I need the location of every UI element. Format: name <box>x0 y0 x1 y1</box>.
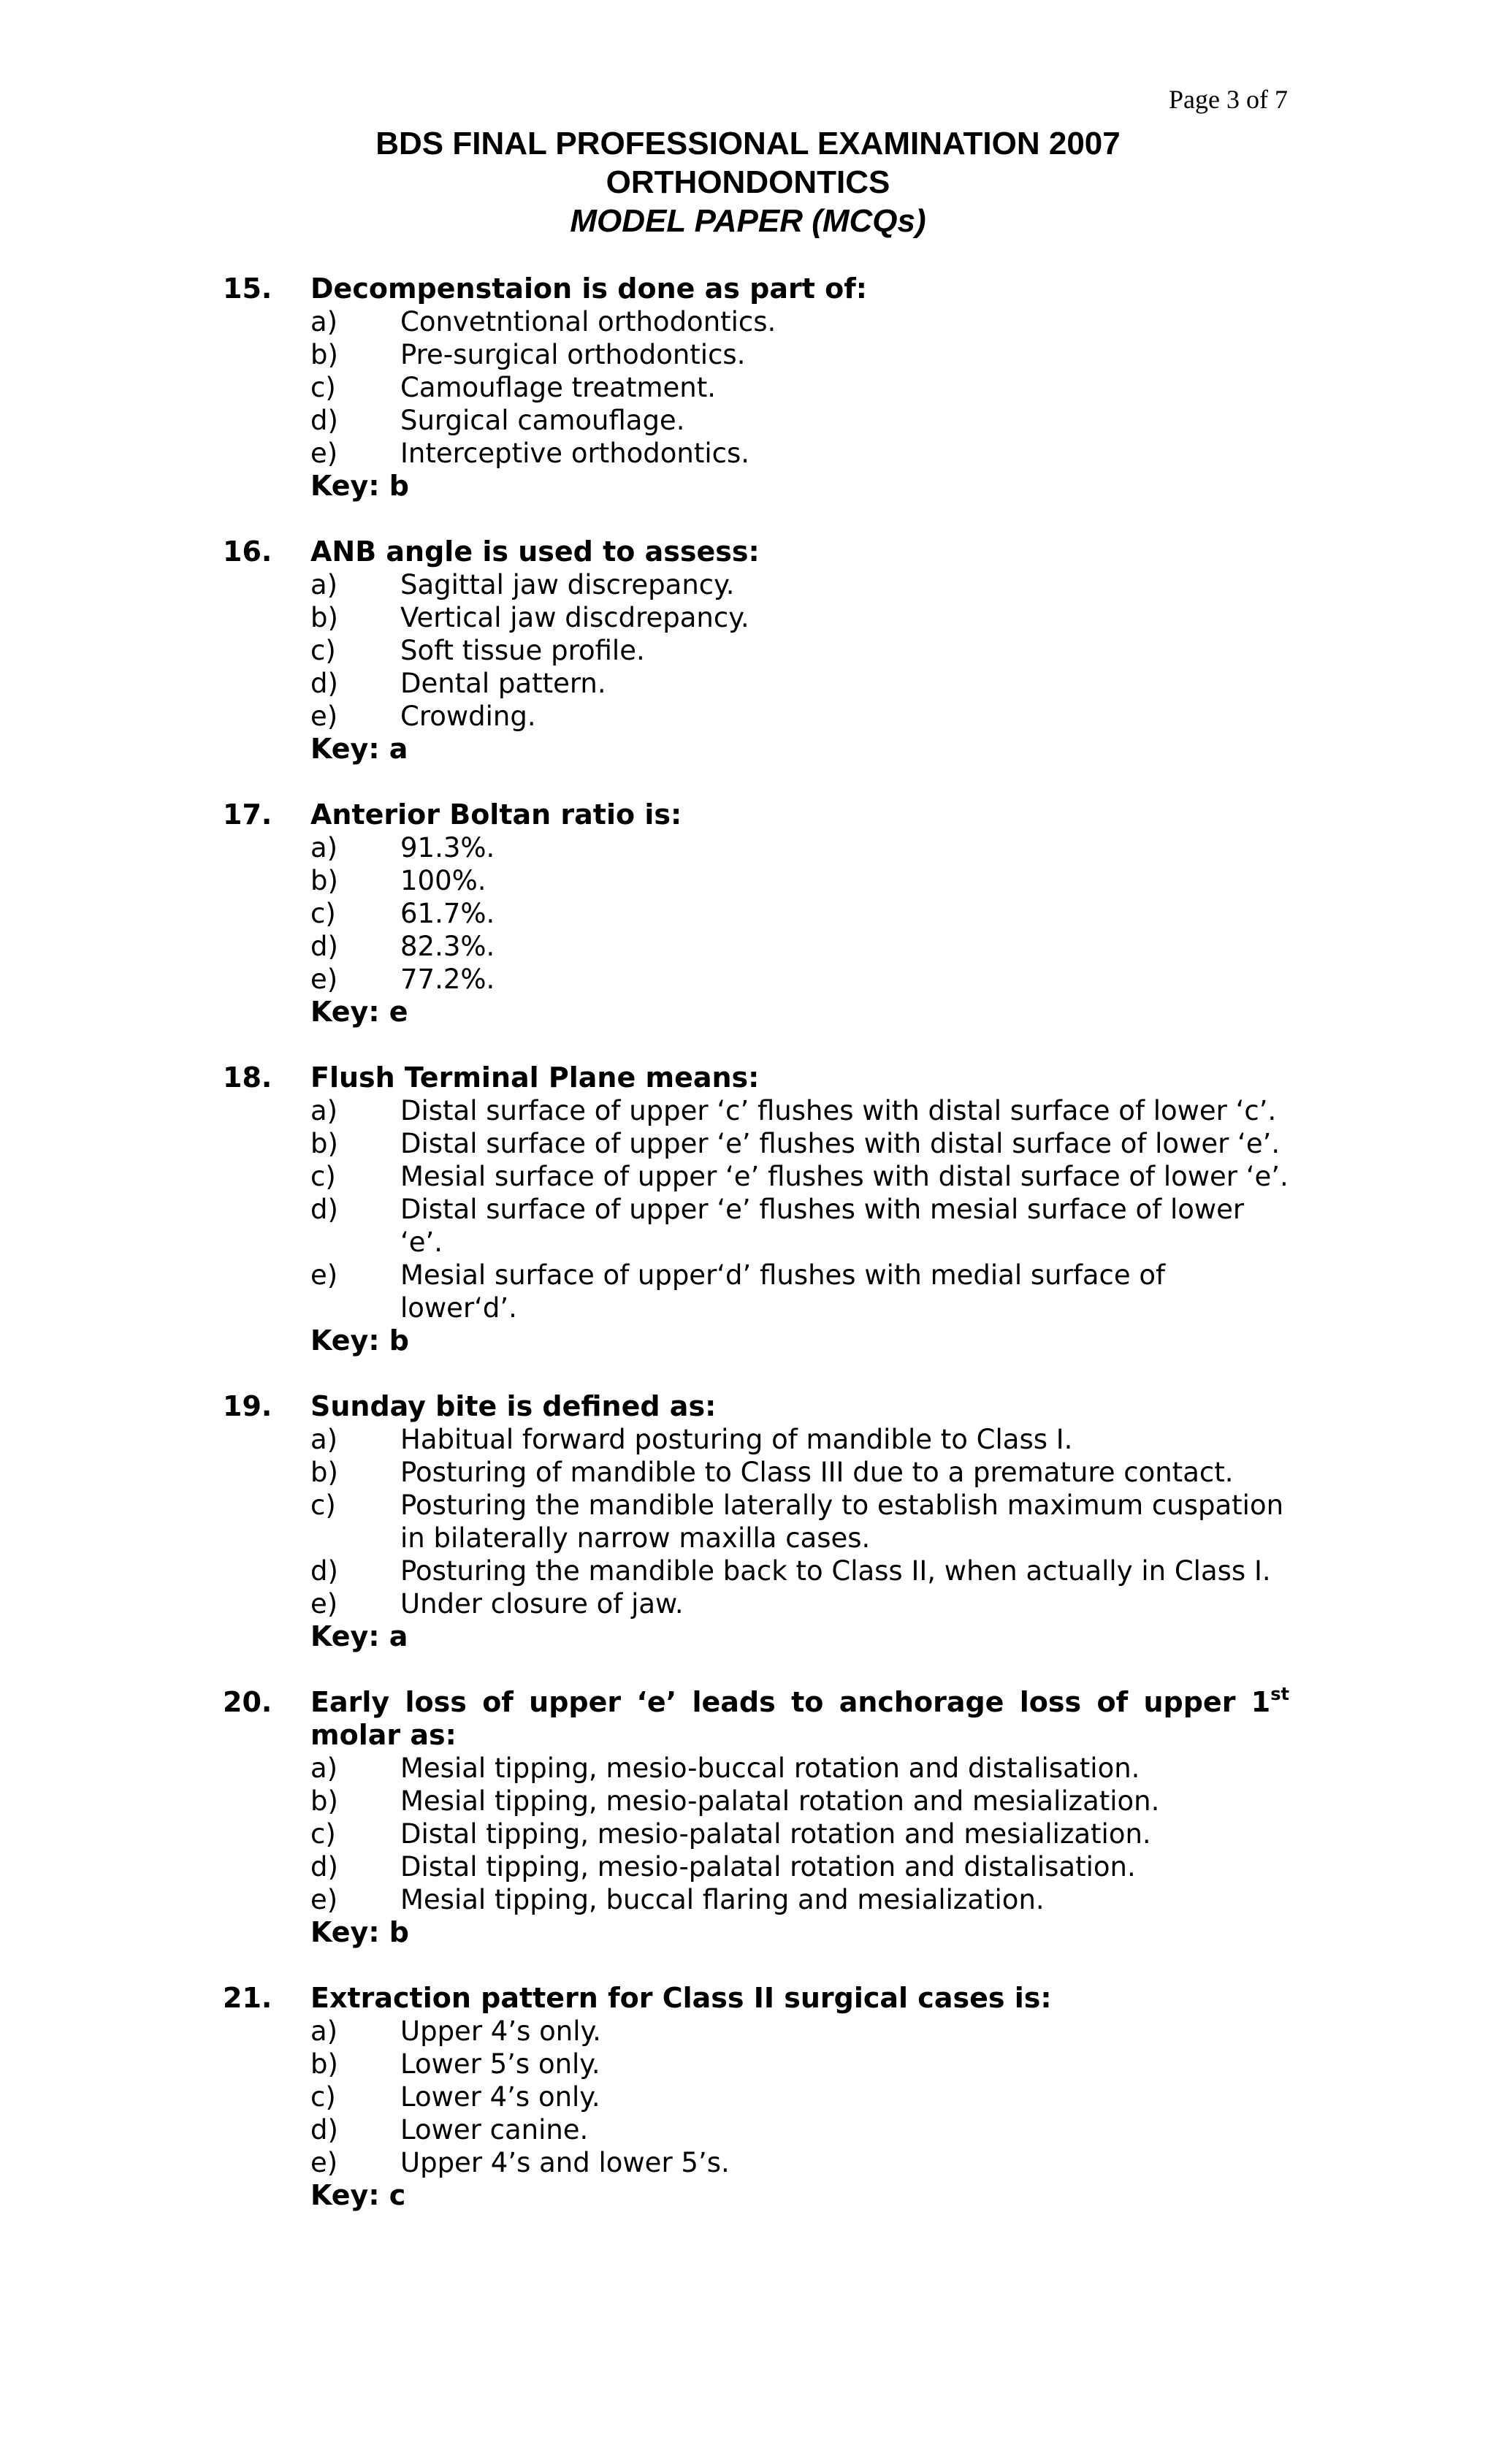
option-letter: a) <box>310 1095 338 1126</box>
option-a <box>310 568 1289 601</box>
option-e <box>310 963 1289 996</box>
option-text: 82.3%. <box>400 931 495 962</box>
question-stem <box>223 535 1289 568</box>
option-letter: d) <box>310 405 338 436</box>
option-letter: c) <box>310 635 336 666</box>
option-text: 77.2%. <box>400 964 495 995</box>
option-letter: c) <box>310 1818 336 1850</box>
question-stem <box>223 272 1289 305</box>
option-c <box>310 897 1289 930</box>
option-d <box>310 1193 1289 1259</box>
option-text: Surgical camouflage. <box>400 405 685 436</box>
option-letter: e) <box>310 1588 338 1620</box>
option-text: Mesial surface of upper‘d’ flushes with medial surface of lower‘d’. <box>400 1259 1166 1324</box>
question-text: Flush Terminal Plane means: <box>310 1061 760 1094</box>
option-a <box>310 1094 1289 1127</box>
option-letter: d) <box>310 1555 338 1587</box>
option-e <box>310 437 1289 470</box>
option-d <box>310 2113 1289 2146</box>
option-d <box>310 1850 1289 1883</box>
option-text: Lower 4’s only. <box>400 2081 600 2113</box>
option-e <box>310 2146 1289 2179</box>
option-b <box>310 338 1289 371</box>
option-b <box>310 1456 1289 1489</box>
question-text-line1: Early loss of upper ‘e’ leads to anchorage loss of upper 1 <box>310 1686 1271 1718</box>
option-e <box>310 700 1289 733</box>
option-c <box>310 1489 1289 1555</box>
option-letter: e) <box>310 438 338 469</box>
option-text: Distal surface of upper ‘e’ flushes with distal surface of lower ‘e’. <box>400 1128 1281 1159</box>
option-letter: d) <box>310 2114 338 2145</box>
option-b <box>310 2048 1289 2080</box>
option-letter: d) <box>310 668 338 699</box>
question-stem <box>223 1061 1289 1094</box>
option-letter: c) <box>310 2081 336 2113</box>
option-text: Pre-surgical orthodontics. <box>400 339 746 370</box>
option-d <box>310 930 1289 963</box>
option-letter: a) <box>310 306 338 337</box>
option-letter: e) <box>310 1259 338 1291</box>
option-b <box>310 1127 1289 1160</box>
question-number: 20. <box>223 1686 272 1718</box>
question-text: ANB angle is used to assess: <box>310 535 760 568</box>
option-a <box>310 831 1289 864</box>
paper-subtitle: MODEL PAPER (MCQs) <box>570 203 926 239</box>
option-text: Mesial tipping, mesio-buccal rotation and distalisation. <box>400 1752 1140 1784</box>
option-letter: c) <box>310 372 336 403</box>
question-stem <box>223 798 1289 831</box>
option-c <box>310 2080 1289 2113</box>
ordinal-superscript: st <box>1270 1684 1289 1704</box>
option-c <box>310 1160 1289 1193</box>
option-text: 61.7%. <box>400 898 495 929</box>
question-number: 15. <box>223 272 272 305</box>
option-e <box>310 1883 1289 1916</box>
answer-key: Key: b <box>310 470 409 502</box>
option-text: Convetntional orthodontics. <box>400 306 776 337</box>
option-letter: a) <box>310 1752 338 1784</box>
question-text: Extraction pattern for Class II surgical cases is: <box>310 1982 1052 2014</box>
question-18 <box>223 1061 1289 1357</box>
option-a <box>310 305 1289 338</box>
option-letter: d) <box>310 931 338 962</box>
answer-key: Key: a <box>310 1620 408 1652</box>
question-16 <box>223 535 1289 766</box>
option-text: 100%. <box>400 865 486 896</box>
option-letter: b) <box>310 602 338 633</box>
option-letter: e) <box>310 701 338 732</box>
option-letter: c) <box>310 1161 336 1192</box>
option-text: Distal surface of upper ‘c’ flushes with distal surface of lower ‘c’. <box>400 1095 1277 1126</box>
option-letter: d) <box>310 1194 338 1225</box>
question-text: Anterior Boltan ratio is: <box>310 798 682 831</box>
question-stem <box>223 1686 1289 1719</box>
option-text: Distal surface of upper ‘e’ flushes with mesial surface of lower ‘e’. <box>400 1194 1245 1258</box>
question-text-line2: molar as: <box>310 1719 457 1751</box>
option-d <box>310 1555 1289 1587</box>
option-b <box>310 601 1289 634</box>
option-text: Interceptive orthodontics. <box>400 438 750 469</box>
option-text: Mesial tipping, mesio-palatal rotation and mesialization. <box>400 1785 1160 1817</box>
option-letter: e) <box>310 2147 338 2178</box>
question-19 <box>223 1390 1289 1653</box>
option-d <box>310 404 1289 437</box>
option-text: Soft tissue profile. <box>400 635 645 666</box>
option-text: Posturing of mandible to Class III due to a premature contact. <box>400 1457 1234 1488</box>
option-letter: b) <box>310 1457 338 1488</box>
option-letter: a) <box>310 1424 338 1455</box>
option-text: Vertical jaw discdrepancy. <box>400 602 749 633</box>
answer-key: Key: b <box>310 1324 409 1357</box>
question-20 <box>223 1686 1289 1949</box>
option-text: Under closure of jaw. <box>400 1588 684 1620</box>
exam-title: BDS FINAL PROFESSIONAL EXAMINATION 2007 <box>375 126 1121 161</box>
question-17 <box>223 798 1289 1029</box>
option-letter: e) <box>310 964 338 995</box>
option-letter: a) <box>310 832 338 863</box>
question-stem <box>223 1982 1289 2015</box>
option-letter: b) <box>310 865 338 896</box>
page-number: Page 3 of 7 <box>1169 85 1288 114</box>
option-text: Mesial tipping, buccal flaring and mesialization. <box>400 1884 1045 1915</box>
option-text: Mesial surface of upper ‘e’ flushes with distal surface of lower ‘e’. <box>400 1161 1289 1192</box>
option-letter: b) <box>310 1785 338 1817</box>
answer-key: Key: c <box>310 2179 406 2211</box>
option-text: Habitual forward posturing of mandible to Class I. <box>400 1424 1073 1455</box>
option-letter: b) <box>310 339 338 370</box>
option-letter: c) <box>310 1490 336 1521</box>
option-letter: b) <box>310 1128 338 1159</box>
option-letter: a) <box>310 2015 338 2047</box>
question-15 <box>223 272 1289 503</box>
exam-header <box>0 124 1496 240</box>
subject-title: ORTHONDONTICS <box>606 164 890 200</box>
question-21 <box>223 1982 1289 2212</box>
option-text: Lower 5’s only. <box>400 2048 600 2080</box>
option-letter: e) <box>310 1884 338 1915</box>
option-letter: b) <box>310 2048 338 2080</box>
question-number: 18. <box>223 1061 272 1094</box>
option-e <box>310 1587 1289 1620</box>
question-text: Decompenstaion is done as part of: <box>310 272 867 305</box>
question-text <box>310 1686 1289 1719</box>
question-text: Sunday bite is defined as: <box>310 1390 717 1422</box>
option-text: Camouflage treatment. <box>400 372 717 403</box>
question-list <box>223 272 1289 2245</box>
option-text: Posturing the mandible back to Class II, when actually in Class I. <box>400 1555 1271 1587</box>
option-a <box>310 1423 1289 1456</box>
answer-key: Key: a <box>310 733 408 765</box>
answer-key: Key: e <box>310 996 408 1028</box>
option-c <box>310 371 1289 404</box>
answer-key: Key: b <box>310 1916 409 1948</box>
question-number: 17. <box>223 798 272 831</box>
option-b <box>310 864 1289 897</box>
question-stem <box>223 1390 1289 1423</box>
option-letter: c) <box>310 898 336 929</box>
option-text: 91.3%. <box>400 832 495 863</box>
option-text: Upper 4’s only. <box>400 2015 601 2047</box>
option-a <box>310 2015 1289 2048</box>
option-text: Distal tipping, mesio-palatal rotation and distalisation. <box>400 1851 1136 1883</box>
question-number: 16. <box>223 535 272 568</box>
option-b <box>310 1785 1289 1818</box>
option-letter: d) <box>310 1851 338 1883</box>
option-text: Posturing the mandible laterally to establish maximum cuspation in bilaterally narrow maxilla cases. <box>400 1490 1284 1554</box>
option-text: Upper 4’s and lower 5’s. <box>400 2147 730 2178</box>
option-text: Distal tipping, mesio-palatal rotation and mesialization. <box>400 1818 1151 1850</box>
question-number: 21. <box>223 1982 272 2014</box>
option-text: Sagittal jaw discrepancy. <box>400 569 735 600</box>
option-text: Dental pattern. <box>400 668 606 699</box>
option-text: Lower canine. <box>400 2114 589 2145</box>
option-letter: a) <box>310 569 338 600</box>
option-a <box>310 1752 1289 1785</box>
option-text: Crowding. <box>400 701 536 732</box>
option-d <box>310 667 1289 700</box>
question-number: 19. <box>223 1390 272 1422</box>
option-c <box>310 634 1289 667</box>
option-c <box>310 1818 1289 1850</box>
option-e <box>310 1259 1289 1324</box>
